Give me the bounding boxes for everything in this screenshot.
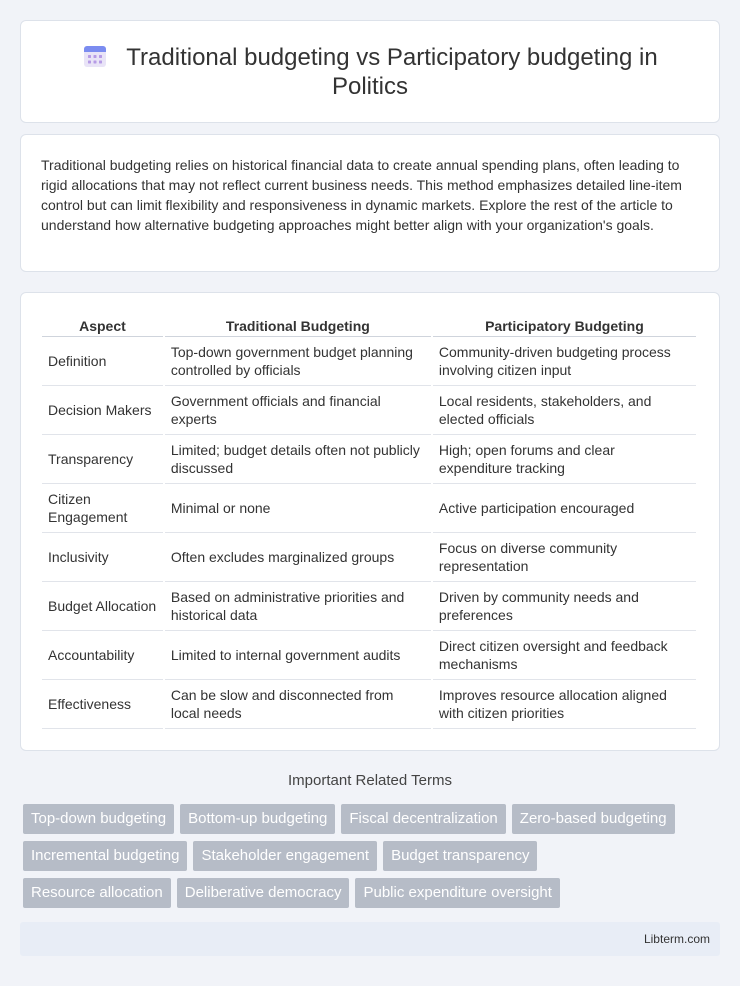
related-term-tag[interactable]: Fiscal decentralization: [341, 804, 505, 834]
related-terms-title: Important Related Terms: [288, 772, 452, 789]
related-term-tag[interactable]: Resource allocation: [23, 878, 171, 908]
related-term-tag[interactable]: Bottom-up budgeting: [180, 804, 335, 834]
cell-participatory: Driven by community needs and preferences: [433, 582, 696, 631]
header-traditional: Traditional Budgeting: [165, 315, 431, 337]
related-term-tag[interactable]: Incremental budgeting: [23, 841, 187, 871]
table-row: [42, 631, 696, 680]
table-row: [42, 680, 696, 729]
cell-traditional: Top-down government budget planning controlled by officials: [165, 337, 431, 386]
page-title: [21, 43, 719, 101]
related-term-tag[interactable]: Deliberative democracy: [177, 878, 350, 908]
table-row: [42, 533, 696, 582]
tag-row: [23, 878, 723, 908]
cell-participatory: Focus on diverse community representation: [433, 533, 696, 582]
cell-traditional: Based on administrative priorities and historical data: [165, 582, 431, 631]
cell-traditional: Limited to internal government audits: [165, 631, 431, 680]
related-term-tag[interactable]: Public expenditure oversight: [355, 878, 559, 908]
table-row: [42, 435, 696, 484]
footer-site-link[interactable]: Libterm.com: [643, 932, 710, 946]
cell-aspect: Transparency: [42, 435, 163, 484]
cell-participatory: Community-driven budgeting process involving citizen input: [433, 337, 696, 386]
calendar-icon: [82, 43, 108, 69]
cell-traditional: Limited; budget details often not publicly discussed: [165, 435, 431, 484]
cell-participatory: Direct citizen oversight and feedback mechanisms: [433, 631, 696, 680]
header-card: [20, 20, 720, 123]
table-row: [42, 337, 696, 386]
cell-participatory: Improves resource allocation aligned with citizen priorities: [433, 680, 696, 729]
cell-aspect: Budget Allocation: [42, 582, 163, 631]
table-header-row: [42, 315, 696, 337]
related-term-tag[interactable]: Zero-based budgeting: [512, 804, 675, 834]
comparison-table-card: [20, 292, 720, 751]
related-term-tag[interactable]: Top-down budgeting: [23, 804, 174, 834]
related-terms-list: [23, 804, 723, 915]
cell-aspect: Inclusivity: [42, 533, 163, 582]
cell-aspect: Definition: [42, 337, 163, 386]
table-row: [42, 582, 696, 631]
intro-card: [20, 134, 720, 272]
cell-participatory: High; open forums and clear expenditure tracking: [433, 435, 696, 484]
title-text: Traditional budgeting vs Participatory budgeting in Politics: [126, 44, 658, 100]
related-term-tag[interactable]: Budget transparency: [383, 841, 537, 871]
related-term-tag[interactable]: Stakeholder engagement: [193, 841, 377, 871]
footer: [20, 922, 720, 956]
cell-traditional: Government officials and financial experts: [165, 386, 431, 435]
cell-aspect: Effectiveness: [42, 680, 163, 729]
tag-row: [23, 841, 723, 871]
table-row: [42, 386, 696, 435]
cell-traditional: Often excludes marginalized groups: [165, 533, 431, 582]
cell-aspect: Citizen Engagement: [42, 484, 163, 533]
cell-aspect: Accountability: [42, 631, 163, 680]
header-aspect: Aspect: [42, 315, 163, 337]
cell-aspect: Decision Makers: [42, 386, 163, 435]
cell-participatory: Local residents, stakeholders, and elected officials: [433, 386, 696, 435]
header-participatory: Participatory Budgeting: [433, 315, 696, 337]
cell-traditional: Minimal or none: [165, 484, 431, 533]
intro-paragraph: Traditional budgeting relies on historical financial data to create annual spending plans, often leading to rigid allocations that may not reflect current business needs. This method emphasizes detailed line-item control but can limit flexibility and responsiveness in dynamic markets. Explore the rest of the article to understand how alternative budgeting approaches might better align with your organization's goals.: [41, 157, 682, 233]
table-row: [42, 484, 696, 533]
tag-row: [23, 804, 723, 834]
cell-participatory: Active participation encouraged: [433, 484, 696, 533]
cell-traditional: Can be slow and disconnected from local needs: [165, 680, 431, 729]
comparison-table: [40, 315, 698, 729]
